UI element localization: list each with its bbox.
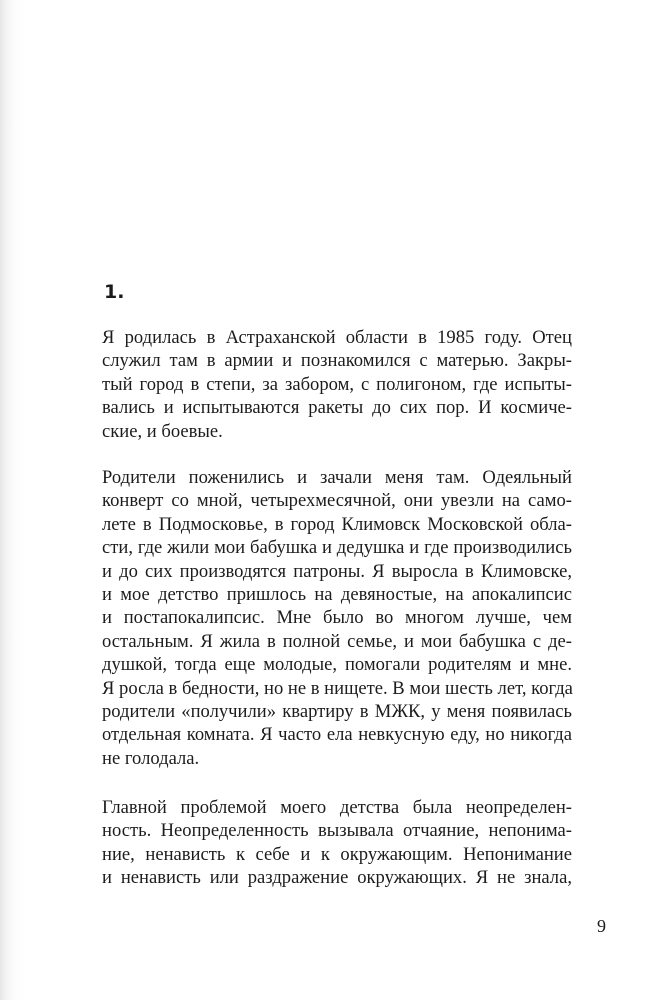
text-line: Главной проблемой моего детства была неопределен- xyxy=(102,797,572,818)
text-line: душкой, тогда еще молодые, помогали родителям и мне. xyxy=(102,654,572,676)
paragraph-2 xyxy=(102,466,572,770)
text-line: конверт со мной, четырехмесячной, они увезли на само- xyxy=(102,490,572,512)
paragraph-3 xyxy=(102,796,572,890)
page-number: 9 xyxy=(597,916,606,936)
text-line: Я росла в бедности, но не в нищете. В мои шесть лет, когда xyxy=(102,677,573,699)
text-line: сти, где жили мои бабушка и дедушка и где производились xyxy=(102,537,572,559)
text-line: ские, и боевые. xyxy=(102,420,223,442)
text-line: Родители поженились и зачали меня там. Одеяльный xyxy=(102,467,572,488)
text-line: служил там в армии и познакомился с матерью. Закры- xyxy=(102,350,572,372)
text-line: и постапокалипсис. Мне было во многом лучше, чем xyxy=(102,607,572,629)
text-line: ность. Неопределенность вызывала отчаяние, непонима- xyxy=(102,820,572,842)
text-line: ние, ненависть к себе и к окружающим. Непонимание xyxy=(102,843,572,865)
text-line: не голодала. xyxy=(102,747,200,769)
text-line: Я родилась в Астраханской области в 1985 году. Отец xyxy=(102,327,572,348)
chapter-heading: 1. xyxy=(104,281,125,303)
paragraph-1 xyxy=(102,326,572,443)
text-line: вались и испытываются ракеты до сих пор. И космиче- xyxy=(102,397,572,419)
text-line: лете в Подмосковье, в город Климовск Московской обла- xyxy=(102,513,572,535)
text-line: и мое детство пришлось на девяностые, на апокалипсис xyxy=(102,584,572,606)
text-line: и до сих производятся патроны. Я выросла в Климовске, xyxy=(102,560,572,582)
text-line: отдельная комната. Я часто ела невкусную еду, но никогда xyxy=(102,724,572,746)
text-line: остальным. Я жила в полной семье, и мои бабушка с де- xyxy=(102,630,572,652)
text-line: и ненависть или раздражение окружающих. Я не знала, xyxy=(102,867,572,889)
text-line: родители «получили» квартиру в МЖК, у меня появилась xyxy=(102,701,572,723)
text-line: тый город в степи, за забором, с полигоном, где испыты- xyxy=(102,373,572,395)
